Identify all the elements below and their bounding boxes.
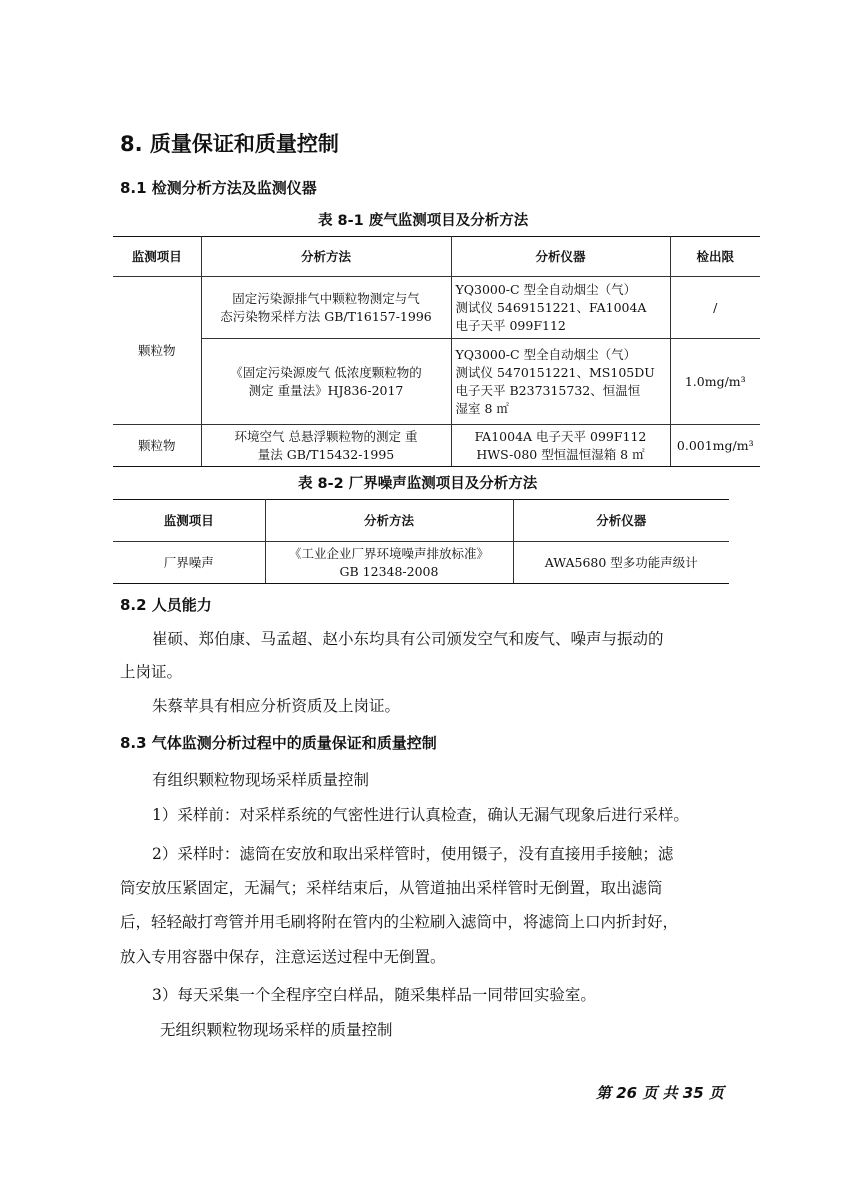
subsection-title-8-2: 8.2 人员能力 <box>120 596 212 614</box>
table-cell-item: 厂界噪声 <box>113 542 265 584</box>
table-8-2 <box>113 499 729 584</box>
method-line: 态污染物采样方法 GB/T16157-1996 <box>220 308 432 324</box>
paragraph-line: 1）采样前：对采样系统的气密性进行认真检查，确认无漏气现象后进行采样。 <box>152 806 689 824</box>
table-cell-instrument <box>451 339 670 425</box>
section-title: 8. 质量保证和质量控制 <box>120 132 339 156</box>
paragraph-line: 朱蔡苹具有相应分析资质及上岗证。 <box>152 697 401 715</box>
method-line: 量法 GB/T15432-1995 <box>257 446 395 462</box>
table-header: 分析方法 <box>265 500 513 542</box>
table-cell-item: 颗粒物 <box>113 425 201 467</box>
paragraph-line: 筒安放压紧固定，无漏气；采样结束后，从管道抽出采样管时无倒置，取出滤筒 <box>120 879 663 897</box>
table-cell-limit: / <box>670 277 760 339</box>
table-cell-limit: 0.001mg/m³ <box>670 425 760 467</box>
instrument-line: 电子天平 099F112 <box>455 317 566 333</box>
method-line: 《固定污染源废气 低浓度颗粒物的 <box>230 364 422 380</box>
subsection-title-8-3: 8.3 气体监测分析过程中的质量保证和质量控制 <box>120 734 437 752</box>
method-line: 测定 重量法》HJ836-2017 <box>248 382 404 398</box>
instrument-line: HWS-080 型恒温恒湿箱 8 ㎡ <box>476 446 645 462</box>
page-footer: 第 26 页 共 35 页 <box>596 1084 724 1102</box>
paragraph-line: 3）每天采集一个全程序空白样品，随采集样品一同带回实验室。 <box>152 986 596 1004</box>
instrument-line: 电子天平 B237315732、恒温恒 <box>455 382 641 398</box>
subsection-title-8-1: 8.1 检测分析方法及监测仪器 <box>120 179 317 197</box>
table-cell-method <box>201 277 451 339</box>
table-header: 分析仪器 <box>451 237 670 277</box>
table-row <box>113 425 760 467</box>
instrument-line: 测试仪 5469151221、FA1004A <box>455 299 647 315</box>
instrument-line: 测试仪 5470151221、MS105DU <box>455 364 655 380</box>
paragraph-line: 有组织颗粒物现场采样质量控制 <box>152 771 370 789</box>
table-cell-instrument: AWA5680 型多功能声级计 <box>513 542 729 584</box>
table-cell-item: 颗粒物 <box>113 277 201 425</box>
table-row <box>113 277 760 339</box>
table-cell-method <box>201 339 451 425</box>
paragraph-line: 2）采样时：滤筒在安放和取出采样管时，使用镊子，没有直接用手接触；滤 <box>152 845 674 863</box>
table-header: 监测项目 <box>113 500 265 542</box>
paragraph-line: 放入专用容器中保存，注意运送过程中无倒置。 <box>120 948 446 966</box>
instrument-line: YQ3000-C 型全自动烟尘（气） <box>455 281 637 297</box>
table-8-1 <box>113 236 760 467</box>
table-cell-instrument <box>451 425 670 467</box>
table-header: 监测项目 <box>113 237 201 277</box>
table-row <box>113 542 729 584</box>
table-cell-limit: 1.0mg/m³ <box>670 339 760 425</box>
method-line: 环境空气 总悬浮颗粒物的测定 重 <box>234 428 418 444</box>
table-header: 分析方法 <box>201 237 451 277</box>
table-header: 检出限 <box>670 237 760 277</box>
instrument-line: YQ3000-C 型全自动烟尘（气） <box>455 346 637 362</box>
method-line: 《工业企业厂界环境噪声排放标准》 <box>288 545 489 561</box>
paragraph-line: 后，轻轻敲打弯管并用毛刷将附在管内的尘粒刷入滤筒中，将滤筒上口内折封好， <box>120 913 679 931</box>
paragraph-line: 崔硕、郑伯康、马孟超、赵小东均具有公司颁发空气和废气、噪声与振动的 <box>152 630 664 648</box>
table-cell-method <box>201 425 451 467</box>
table-caption-8-2: 表 8-2 厂界噪声监测项目及分析方法 <box>298 476 538 492</box>
method-line: GB 12348-2008 <box>339 563 439 579</box>
paragraph-line: 无组织颗粒物现场采样的质量控制 <box>160 1021 393 1039</box>
table-cell-instrument <box>451 277 670 339</box>
table-caption-8-1: 表 8-1 废气监测项目及分析方法 <box>318 213 529 229</box>
table-header: 分析仪器 <box>513 500 729 542</box>
table-cell-method <box>265 542 513 584</box>
instrument-line: 湿室 8 ㎡ <box>455 400 509 416</box>
instrument-line: FA1004A 电子天平 099F112 <box>474 428 647 444</box>
paragraph-line: 上岗证。 <box>120 663 183 681</box>
method-line: 固定污染源排气中颗粒物测定与气 <box>232 290 420 306</box>
table-row <box>113 339 760 425</box>
